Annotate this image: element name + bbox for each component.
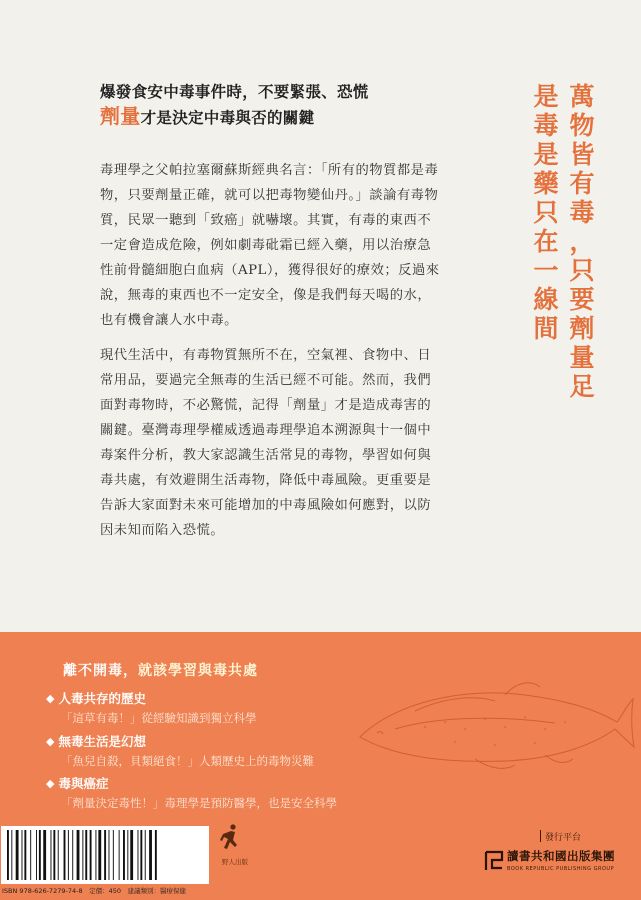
paragraph-1-line: 性前骨髓細胞白血病（APL），獲得很好的療效；反過來 bbox=[100, 263, 440, 278]
paragraph-2-line: 常用品，要過完全無毒的生活已經不可能。然而，我們 bbox=[100, 373, 432, 388]
headline-line1: 爆發食安中毒事件時，不要緊張、恐慌 bbox=[100, 82, 369, 101]
paragraph-2-line: 告訴大家面對未來可能增加的中毒風險如何應對，以防 bbox=[100, 498, 432, 513]
paragraph-1 bbox=[100, 158, 440, 333]
platform-label: 發行平台 bbox=[545, 833, 582, 843]
vertical-char: 有 bbox=[569, 169, 595, 198]
publisher-english-name: BOOK REPUBLIC PUBLISHING GROUP bbox=[507, 866, 615, 872]
vertical-char: 物 bbox=[569, 111, 595, 140]
section-subtitle: 「劑量決定毒性！」毒理學是預防醫學，也是安全科學 bbox=[61, 796, 337, 810]
paragraph-2-line: 面對毒物時，不必驚慌，記得「劑量」才是造成毒害的 bbox=[100, 398, 432, 413]
diamond-bullet-icon: ◆ bbox=[46, 776, 55, 790]
vertical-char: 線 bbox=[533, 285, 559, 314]
paragraph-1-line: 一定會造成危險，例如劇毒砒霜已經入藥，用以治療急 bbox=[100, 238, 432, 253]
paragraph-1-line: 說，無毒的東西也不一定安全，像是我們每天喝的水， bbox=[100, 288, 432, 303]
vertical-char: 一 bbox=[533, 256, 559, 285]
section-subtitle: 「這草有毒！」從經驗知識到獨立科學 bbox=[61, 711, 257, 725]
vertical-char: 間 bbox=[533, 314, 559, 343]
vertical-char: 毒 bbox=[533, 111, 559, 140]
section-subtitle: 「魚兒自殺，貝類絕食！」人類歷史上的毒物災難 bbox=[61, 754, 314, 768]
vertical-char: 藥 bbox=[533, 169, 559, 198]
vertical-char: 是 bbox=[533, 140, 559, 169]
diamond-bullet-icon: ◆ bbox=[46, 734, 55, 748]
paragraph-1-line: 物，只要劑量正確，就可以把毒物變仙丹。」談論有毒物 bbox=[100, 188, 439, 203]
vertical-char: 是 bbox=[533, 82, 559, 111]
vertical-char: 只 bbox=[569, 256, 595, 285]
imprint-label: 野人出版 bbox=[222, 858, 248, 866]
diamond-bullet-icon: ◆ bbox=[46, 691, 55, 705]
isbn-line: ISBN 978-626-7279-74-8 定價：450 建議類別：醫療保健 bbox=[2, 887, 186, 895]
publisher-logo-icon bbox=[484, 848, 504, 872]
band-section bbox=[46, 774, 337, 811]
headline bbox=[100, 80, 369, 130]
section-heading-text: 人毒共存的歷史 bbox=[58, 691, 146, 706]
barcode-icon bbox=[1, 826, 209, 884]
vertical-title-col1 bbox=[568, 82, 596, 401]
band-section bbox=[46, 732, 314, 769]
paragraph-2-line: 毒案件分析，教大家認識生活常見的毒物，學習如何與 bbox=[100, 448, 432, 463]
paragraph-1-line: 也有機會讓人水中毒。 bbox=[100, 313, 238, 328]
publisher-name: 讀書共和國出版集團 bbox=[507, 849, 615, 863]
vertical-char: 足 bbox=[569, 372, 595, 401]
publisher-divider bbox=[540, 830, 541, 842]
section-heading bbox=[46, 689, 257, 707]
vertical-char: 只 bbox=[533, 198, 559, 227]
vertical-char: 在 bbox=[533, 227, 559, 256]
paragraph-1-line: 質，民眾一聽到「致癌」就嚇壞。其實，有毒的東西不 bbox=[100, 213, 432, 228]
section-heading bbox=[46, 774, 337, 792]
vertical-title-col2 bbox=[532, 82, 560, 343]
paragraph-2-line: 現代生活中，有毒物質無所不在，空氣裡、食物中、日 bbox=[100, 348, 432, 363]
fish-illustration-icon bbox=[355, 667, 635, 777]
paragraph-2-line: 關鍵。臺灣毒理學權威透過毒理學追本溯源與十一個中 bbox=[100, 423, 432, 438]
vertical-char: 劑 bbox=[569, 314, 595, 343]
vertical-char: 毒 bbox=[569, 198, 595, 227]
section-heading-text: 無毒生活是幻想 bbox=[58, 734, 146, 749]
paragraph-1-line: 毒理學之父帕拉塞爾蘇斯經典名言：「所有的物質都是毒 bbox=[100, 163, 439, 178]
paragraph-2 bbox=[100, 343, 431, 543]
vertical-char: ， bbox=[569, 227, 595, 256]
vertical-char: 量 bbox=[569, 343, 595, 372]
runner-logo-icon bbox=[219, 823, 241, 855]
headline-line2-rest: 才是決定中毒與否的關鍵 bbox=[140, 108, 315, 127]
band-section bbox=[46, 689, 257, 726]
headline-accent: 劑量 bbox=[100, 104, 141, 128]
paragraph-2-line: 毒共處，有效避開生活毒物，降低中毒風險。更重要是 bbox=[100, 473, 432, 488]
headline-line2 bbox=[100, 104, 369, 130]
section-heading-text: 毒與癌症 bbox=[58, 776, 109, 791]
band-title bbox=[63, 660, 258, 680]
vertical-char: 要 bbox=[569, 285, 595, 314]
band-title-emphasis: 就該學習與毒共處 bbox=[138, 663, 258, 679]
band-title-part: 離不開毒， bbox=[63, 663, 138, 679]
vertical-char: 萬 bbox=[569, 82, 595, 111]
section-heading bbox=[46, 732, 314, 750]
paragraph-2-line: 因未知而陷入恐慌。 bbox=[100, 523, 225, 538]
vertical-char: 皆 bbox=[569, 140, 595, 169]
